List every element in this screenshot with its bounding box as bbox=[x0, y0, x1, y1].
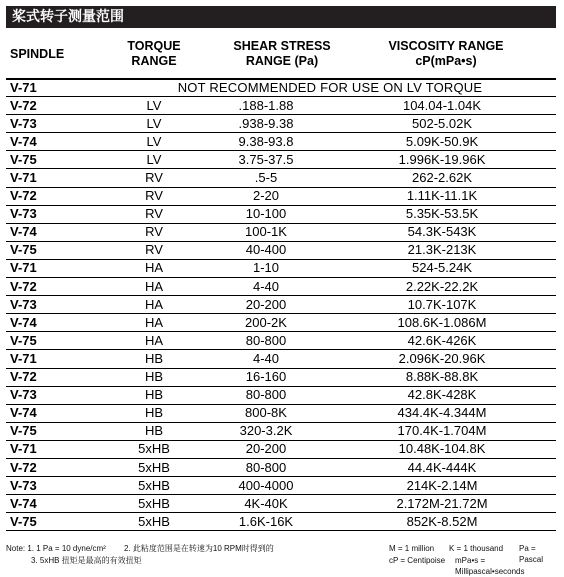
table-row bbox=[6, 314, 556, 332]
shear-stress-cell: 2-20 bbox=[204, 187, 328, 205]
shear-stress-cell: 20-200 bbox=[204, 440, 328, 458]
table-row bbox=[6, 296, 556, 314]
table-row bbox=[6, 386, 556, 404]
viscosity-range-cell: 1.996K-19.96K bbox=[328, 151, 556, 169]
shear-stress-cell: 1-10 bbox=[204, 259, 328, 277]
table-row bbox=[6, 223, 556, 241]
viscosity-range-cell: 8.88K-88.8K bbox=[328, 368, 556, 386]
spindle-cell: V-75 bbox=[6, 332, 104, 350]
table-row bbox=[6, 79, 556, 97]
torque-range-cell: HB bbox=[104, 368, 204, 386]
header-viscosity-range: VISCOSITY RANGE cP(mPa•s) bbox=[388, 39, 504, 68]
note-1: Note: 1. 1 Pa = 10 dyne/cm² bbox=[6, 544, 106, 553]
viscosity-range-cell: 5.09K-50.9K bbox=[328, 133, 556, 151]
table-row bbox=[6, 440, 556, 458]
torque-range-cell: HA bbox=[104, 296, 204, 314]
spindle-cell: V-75 bbox=[6, 422, 104, 440]
table-row bbox=[6, 259, 556, 277]
torque-range-cell: LV bbox=[104, 151, 204, 169]
note-2: 2. 此粘度范围是在转速为10 RPM时得到的 bbox=[124, 544, 274, 553]
table-row bbox=[6, 151, 556, 169]
torque-range-cell: RV bbox=[104, 205, 204, 223]
shear-stress-cell: 10-100 bbox=[204, 205, 328, 223]
viscosity-range-cell: 44.4K-444K bbox=[328, 458, 556, 476]
shear-stress-cell: 4-40 bbox=[204, 350, 328, 368]
spindle-cell: V-72 bbox=[6, 97, 104, 115]
torque-range-cell: RV bbox=[104, 223, 204, 241]
table-row bbox=[6, 404, 556, 422]
shear-stress-cell: 16-160 bbox=[204, 368, 328, 386]
table-row bbox=[6, 477, 556, 495]
viscosity-range-cell: 2.22K-22.2K bbox=[328, 278, 556, 296]
viscosity-range-cell: 262-2.62K bbox=[328, 169, 556, 187]
definition-pascal: Pa = Pascal bbox=[519, 544, 544, 564]
spindle-cell: V-72 bbox=[6, 187, 104, 205]
shear-stress-cell: 80-800 bbox=[204, 458, 328, 476]
spindle-cell: V-74 bbox=[6, 223, 104, 241]
table-row bbox=[6, 169, 556, 187]
torque-range-cell: 5xHB bbox=[104, 458, 204, 476]
viscosity-range-cell: 502-5.02K bbox=[328, 115, 556, 133]
viscosity-range-cell: 10.7K-107K bbox=[328, 296, 556, 314]
viscosity-range-cell: 1.11K-11.1K bbox=[328, 187, 556, 205]
range-table bbox=[6, 79, 556, 531]
table-row bbox=[6, 187, 556, 205]
shear-stress-cell: 20-200 bbox=[204, 296, 328, 314]
torque-range-cell: HA bbox=[104, 314, 204, 332]
viscosity-range-cell: 42.6K-426K bbox=[328, 332, 556, 350]
not-recommended-note: NOT RECOMMENDED FOR USE ON LV TORQUE bbox=[104, 79, 556, 97]
viscosity-range-cell: 2.172M-21.72M bbox=[328, 495, 556, 513]
torque-range-cell: HB bbox=[104, 350, 204, 368]
spindle-cell: V-75 bbox=[6, 513, 104, 531]
shear-stress-cell: 4-40 bbox=[204, 278, 328, 296]
shear-stress-cell: 1.6K-16K bbox=[204, 513, 328, 531]
spindle-cell: V-73 bbox=[6, 115, 104, 133]
torque-range-cell: HA bbox=[104, 332, 204, 350]
viscosity-range-cell: 104.04-1.04K bbox=[328, 97, 556, 115]
spindle-cell: V-72 bbox=[6, 458, 104, 476]
definition-thousand: K = 1 thousand bbox=[449, 544, 504, 553]
viscosity-range-cell: 170.4K-1.704M bbox=[328, 422, 556, 440]
torque-range-cell: LV bbox=[104, 133, 204, 151]
range-table-body bbox=[6, 79, 556, 531]
torque-range-cell: 5xHB bbox=[104, 440, 204, 458]
spindle-cell: V-71 bbox=[6, 79, 104, 97]
table-row bbox=[6, 205, 556, 223]
torque-range-cell: HB bbox=[104, 422, 204, 440]
shear-stress-cell: 3.75-37.5 bbox=[204, 151, 328, 169]
spindle-cell: V-74 bbox=[6, 133, 104, 151]
viscosity-range-cell: 852K-8.52M bbox=[328, 513, 556, 531]
table-header bbox=[6, 30, 556, 80]
spindle-cell: V-73 bbox=[6, 296, 104, 314]
shear-stress-cell: 4K-40K bbox=[204, 495, 328, 513]
spindle-cell: V-71 bbox=[6, 259, 104, 277]
viscosity-range-cell: 42.8K-428K bbox=[328, 386, 556, 404]
table-row bbox=[6, 422, 556, 440]
spindle-cell: V-75 bbox=[6, 151, 104, 169]
shear-stress-cell: 320-3.2K bbox=[204, 422, 328, 440]
spindle-cell: V-73 bbox=[6, 477, 104, 495]
table-row bbox=[6, 278, 556, 296]
torque-range-cell: RV bbox=[104, 187, 204, 205]
header-torque-range: TORQUE RANGE bbox=[127, 39, 181, 68]
table-row bbox=[6, 241, 556, 259]
shear-stress-cell: 9.38-93.8 bbox=[204, 133, 328, 151]
torque-range-cell: HA bbox=[104, 259, 204, 277]
table-row bbox=[6, 350, 556, 368]
spindle-cell: V-74 bbox=[6, 314, 104, 332]
torque-range-cell: HA bbox=[104, 278, 204, 296]
torque-range-cell: RV bbox=[104, 169, 204, 187]
definition-million: M = 1 million bbox=[389, 544, 435, 553]
spindle-cell: V-73 bbox=[6, 386, 104, 404]
viscosity-range-cell: 108.6K-1.086M bbox=[328, 314, 556, 332]
spindle-cell: V-75 bbox=[6, 241, 104, 259]
shear-stress-cell: 100-1K bbox=[204, 223, 328, 241]
table-row bbox=[6, 133, 556, 151]
viscosity-range-cell: 5.35K-53.5K bbox=[328, 205, 556, 223]
torque-range-cell: HB bbox=[104, 386, 204, 404]
spindle-cell: V-71 bbox=[6, 350, 104, 368]
shear-stress-cell: .938-9.38 bbox=[204, 115, 328, 133]
viscosity-range-cell: 10.48K-104.8K bbox=[328, 440, 556, 458]
shear-stress-cell: 800-8K bbox=[204, 404, 328, 422]
header-shear-stress-range: SHEAR STRESS RANGE (Pa) bbox=[233, 39, 331, 68]
shear-stress-cell: 200-2K bbox=[204, 314, 328, 332]
torque-range-cell: LV bbox=[104, 115, 204, 133]
shear-stress-cell: 80-800 bbox=[204, 386, 328, 404]
spindle-cell: V-72 bbox=[6, 368, 104, 386]
table-row bbox=[6, 368, 556, 386]
shear-stress-cell: 80-800 bbox=[204, 332, 328, 350]
torque-range-cell: 5xHB bbox=[104, 477, 204, 495]
spindle-cell: V-73 bbox=[6, 205, 104, 223]
viscosity-range-cell: 434.4K-4.344M bbox=[328, 404, 556, 422]
spindle-cell: V-71 bbox=[6, 440, 104, 458]
definition-centipoise: cP = Centipoise bbox=[389, 556, 446, 565]
note-3: 3. 5xHB 扭矩是最高的有效扭矩 bbox=[31, 556, 142, 565]
table-row bbox=[6, 332, 556, 350]
table-title: 桨式转子测量范围 bbox=[6, 6, 556, 28]
spindle-cell: V-71 bbox=[6, 169, 104, 187]
torque-range-cell: RV bbox=[104, 241, 204, 259]
viscosity-range-cell: 21.3K-213K bbox=[328, 241, 556, 259]
table-row bbox=[6, 97, 556, 115]
shear-stress-cell: .5-5 bbox=[204, 169, 328, 187]
header-spindle: SPINDLE bbox=[10, 47, 65, 61]
torque-range-cell: 5xHB bbox=[104, 513, 204, 531]
table-row bbox=[6, 458, 556, 476]
table-row bbox=[6, 115, 556, 133]
torque-range-cell: HB bbox=[104, 404, 204, 422]
spindle-cell: V-74 bbox=[6, 495, 104, 513]
shear-stress-cell: .188-1.88 bbox=[204, 97, 328, 115]
spindle-cell: V-72 bbox=[6, 278, 104, 296]
shear-stress-cell: 400-4000 bbox=[204, 477, 328, 495]
viscosity-range-cell: 524-5.24K bbox=[328, 259, 556, 277]
viscosity-range-cell: 2.096K-20.96K bbox=[328, 350, 556, 368]
table-row bbox=[6, 513, 556, 531]
table-row bbox=[6, 495, 556, 513]
spindle-cell: V-74 bbox=[6, 404, 104, 422]
shear-stress-cell: 40-400 bbox=[204, 241, 328, 259]
torque-range-cell: LV bbox=[104, 97, 204, 115]
viscosity-range-cell: 214K-2.14M bbox=[328, 477, 556, 495]
definition-millipascal-seconds: mPa•s = Millipascal•seconds bbox=[455, 556, 525, 576]
torque-range-cell: 5xHB bbox=[104, 495, 204, 513]
viscosity-range-cell: 54.3K-543K bbox=[328, 223, 556, 241]
